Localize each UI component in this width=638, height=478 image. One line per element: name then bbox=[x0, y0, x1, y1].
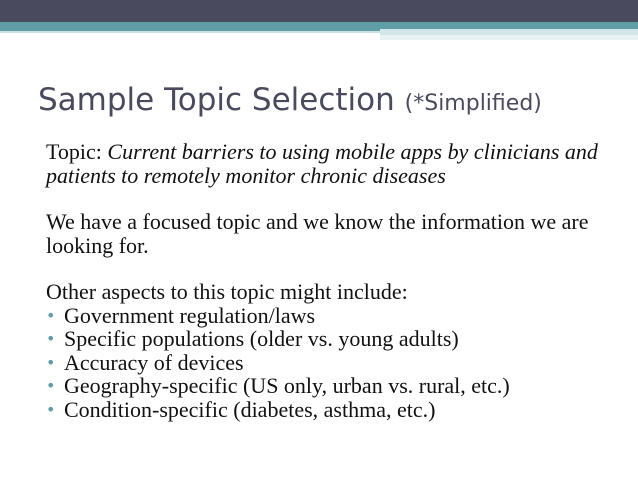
bullet-icon: • bbox=[46, 352, 56, 372]
focus-paragraph: We have a focused topic and we know the information we are looking for. bbox=[46, 209, 589, 258]
slide-title-note: (*Simplified) bbox=[404, 91, 542, 116]
header-thin-stripe bbox=[0, 31, 380, 33]
list-item bbox=[46, 351, 616, 375]
header-dark-bar bbox=[0, 0, 638, 22]
topic-prefix: Topic: bbox=[46, 139, 108, 164]
bullet-icon: • bbox=[46, 305, 56, 325]
list-item bbox=[46, 398, 616, 422]
bullet-icon: • bbox=[46, 329, 56, 348]
list-item bbox=[46, 374, 616, 398]
list-item-text: Specific populations (older vs. young adults) bbox=[64, 326, 459, 351]
topic-text: Current barriers to using mobile apps by clinicians and patients to remotely monitor chronic diseases bbox=[46, 139, 598, 188]
list-item bbox=[46, 327, 616, 351]
list-item-text: Government regulation/laws bbox=[64, 302, 316, 328]
list-item bbox=[46, 304, 616, 328]
header-light-stripe-2 bbox=[380, 35, 638, 40]
header-teal-bar-left bbox=[0, 22, 380, 31]
slide-title-main: Sample Topic Selection bbox=[38, 82, 395, 118]
list-item-text: Accuracy of devices bbox=[64, 349, 244, 375]
aspects-intro: Other aspects to this topic might include: bbox=[46, 279, 408, 304]
slide-body bbox=[46, 140, 616, 421]
header-teal-bar-right bbox=[380, 22, 638, 29]
list-item-text: Geography-specific (US only, urban vs. rural, etc.) bbox=[64, 373, 510, 398]
aspects-list bbox=[46, 304, 616, 422]
slide-title bbox=[38, 80, 542, 124]
topic-paragraph bbox=[46, 140, 616, 187]
bullet-icon: • bbox=[46, 399, 56, 419]
bullet-icon: • bbox=[46, 376, 56, 395]
list-item-text: Condition-specific (diabetes, asthma, etc.) bbox=[64, 396, 436, 422]
